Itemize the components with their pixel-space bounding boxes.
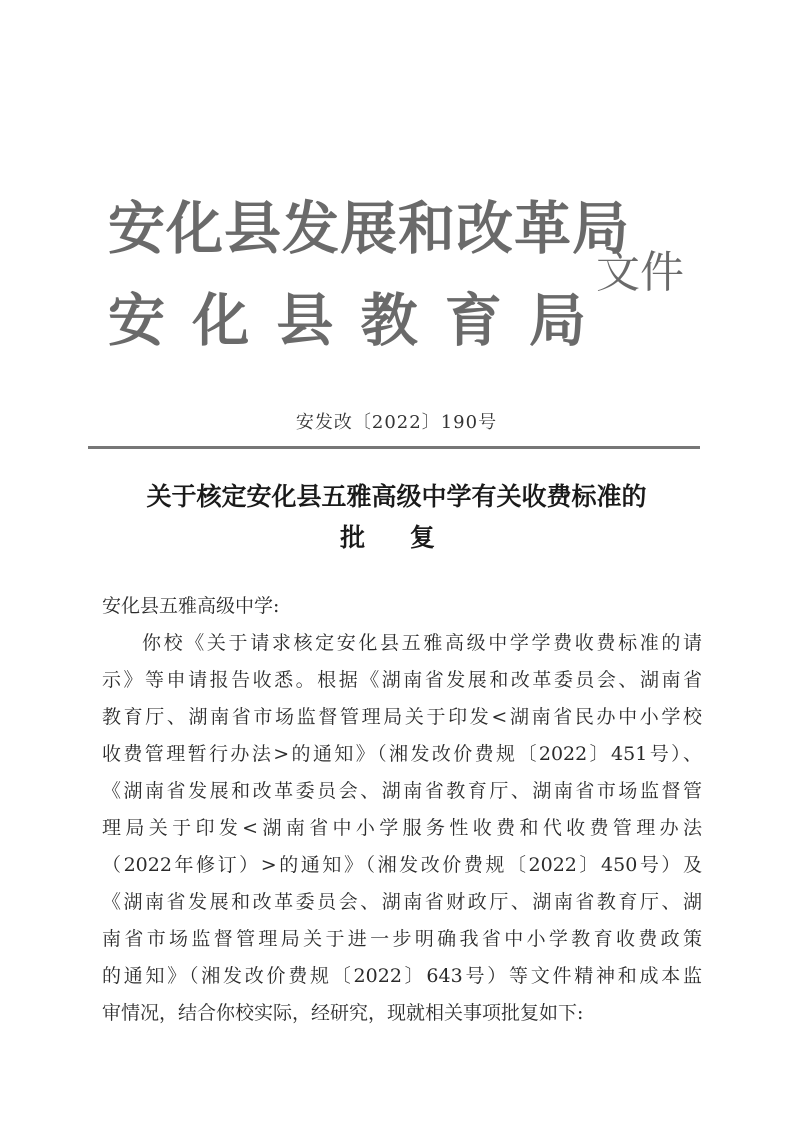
document-title: 关于核定安化县五雅高级中学有关收费标准的: [146, 482, 647, 511]
issuer-char: 育: [444, 288, 502, 354]
body-line: 教育厅、湖南省市场监督管理局关于印发<湖南省民办中小学校: [102, 706, 702, 728]
body-line: 收费管理暂行办法>的通知》（湘发改价费规〔2022〕451号）、: [102, 743, 702, 765]
issuer-char: 安: [108, 288, 165, 354]
body-line: 的通知》（湘发改价费规〔2022〕643号）等文件精神和成本监: [102, 965, 702, 987]
issuer-char: 局: [528, 288, 586, 354]
document-title-2: 批 复: [340, 523, 453, 552]
document-number: 安发改〔2022〕190号: [295, 412, 498, 433]
body-line: 《湖南省发展和改革委员会、湖南省财政厅、湖南省教育厅、湖: [102, 891, 702, 913]
header-divider: [88, 446, 700, 449]
issuer-name-1: 安化县发展和改革局: [108, 196, 630, 262]
body-line: 《湖南省发展和改革委员会、湖南省教育厅、湖南省市场监督管: [102, 780, 702, 802]
body-line: 示》等申请报告收悉。根据《湖南省发展和改革委员会、湖南省: [102, 669, 702, 691]
issuer-char: 县: [276, 288, 334, 354]
document-suffix: 文件: [596, 247, 684, 298]
document-body: [102, 588, 702, 1032]
issuer-char: 教: [360, 288, 418, 354]
body-line: （2022年修订）>的通知》（湘发改价费规〔2022〕450号）及: [102, 854, 702, 876]
body-line: 你校《关于请求核定安化县五雅高级中学学费收费标准的请: [142, 632, 702, 654]
issuer-name-2: [108, 275, 586, 357]
body-line: 审情况，结合你校实际，经研究，现就相关事项批复如下:: [102, 1002, 584, 1024]
addressee: 安化县五雅高级中学:: [102, 595, 280, 617]
issuer-char: 化: [192, 288, 250, 354]
body-line: 理局关于印发<湖南省中小学服务性收费和代收费管理办法: [102, 817, 702, 839]
body-line: 南省市场监督管理局关于进一步明确我省中小学教育收费政策: [102, 928, 702, 950]
